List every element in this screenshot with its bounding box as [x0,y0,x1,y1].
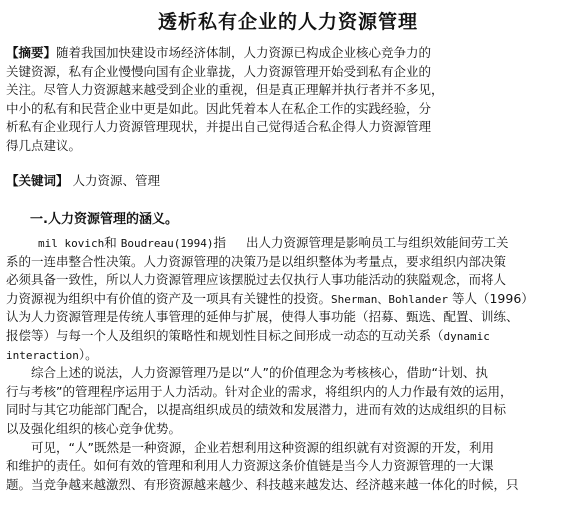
para1-line-4 [6,289,572,308]
para2-line-4: 以及强化组织的核心竞争优势。 [6,420,182,436]
para2-line-1-text: 综合上述的说法，人力资源管理乃是以“人”的价值理念为考核核心，借助“计划、执 [31,365,488,381]
para3-line-3: 题。当竞争越来越激烈、有形资源越来越少、科技越来越发达、经济越来越一体化的时候，只 [6,476,519,492]
para1-line-1 [6,233,572,252]
para2-line-2: 行与考核”的管理程序运用于人力活动。针对企业的需求，将组织内的人力作最有效的运用， [6,383,513,399]
para2-line-3: 同时与其它功能部门配合，以提高组织成员的绩效和发展潜力，进而有效的达成组织的目标 [6,402,507,418]
para1-line-4-end: 等人（1996） [451,290,534,306]
para1-line-6 [6,326,572,345]
abstract-line-6: 得几点建议。 [6,137,82,153]
abstract-block [6,44,572,156]
para3-line-1-text: 可见，“人”既然是一种资源，企业若想利用这种资源的组织就有对资源的开发，利用 [31,439,494,455]
author-name-3: Sherman、Bohlander [331,292,448,306]
abstract-label: 【摘要】 [6,45,57,60]
para1-line-6-text: 报偿等）与每一个人及组织的策略性和规划性目标之间形成一动态的互动关系（ [6,327,444,343]
para1-line-2: 系的一连串整合性决策。人力资源管理的决策乃是以组织整体为考量点，要求组织内部决策 [6,253,507,269]
and-word: 和 [104,235,117,250]
keywords-label: 【关键词】 [6,173,69,188]
document-title: 透析私有企业的人力资源管理 [157,11,418,33]
para1-line-5: 认为人力资源管理是传统人事管理的延伸与扩展，使得人事功能（招募、甄选、配置、训练、 [6,309,519,325]
para1-line-7 [6,345,572,364]
abstract-line-3: 关注。尽管人力资源越来越受到企业的重视，但是真正理解并执行者并不多见， [6,82,444,98]
para1-line-4-text: 力资源视为组织中有价值的资产及一项具有关键性的投资。 [6,290,332,306]
abstract-line-2: 关键资源，私有企业慢慢向国有企业靠拢，人力资源管理开始受到私有企业的 [6,63,432,79]
abstract-line-1 [6,44,572,63]
para1-line-7-end: ）。 [78,346,98,362]
keywords-text: 人力资源、管理 [72,173,161,188]
author-name-2: Boudreau(1994) [120,237,214,250]
term-dynamic: dynamic [443,329,490,343]
abstract-line-4: 中小的私有和民营企业中更是如此。因此凭着本人在私企工作的实践经验，分 [6,100,432,116]
para3-line-1 [6,438,572,457]
abstract-line-5: 析私有企业现行人力资源管理现状，并提出自己觉得适合私企得人力资源管理 [6,119,432,135]
keywords-line [6,172,160,190]
para2-line-1 [6,363,572,382]
para3-line-2: 和维护的责任。如何有效的管理和利用人力资源这条价值链是当今人力资源管理的一大课 [6,458,494,474]
body-text [6,233,572,493]
para1-line-1-a: 指 [213,235,226,250]
para1-line-3: 必须具备一致性，所以人力资源管理应该摆脱过去仅执行人事功能活动的狭隘观念，而将人 [6,272,507,288]
section-heading: 一.人力资源管理的涵义。 [30,212,178,227]
abstract-text-1: 随着我国加快建设市场经济体制，人力资源已构成企业核心竞争力的 [56,45,432,60]
author-name-1: mil kovich [38,237,105,250]
term-interaction: interaction [6,348,79,362]
para1-line-1-b: 出人力资源管理是影响员工与组织效能间劳工关 [245,235,509,250]
